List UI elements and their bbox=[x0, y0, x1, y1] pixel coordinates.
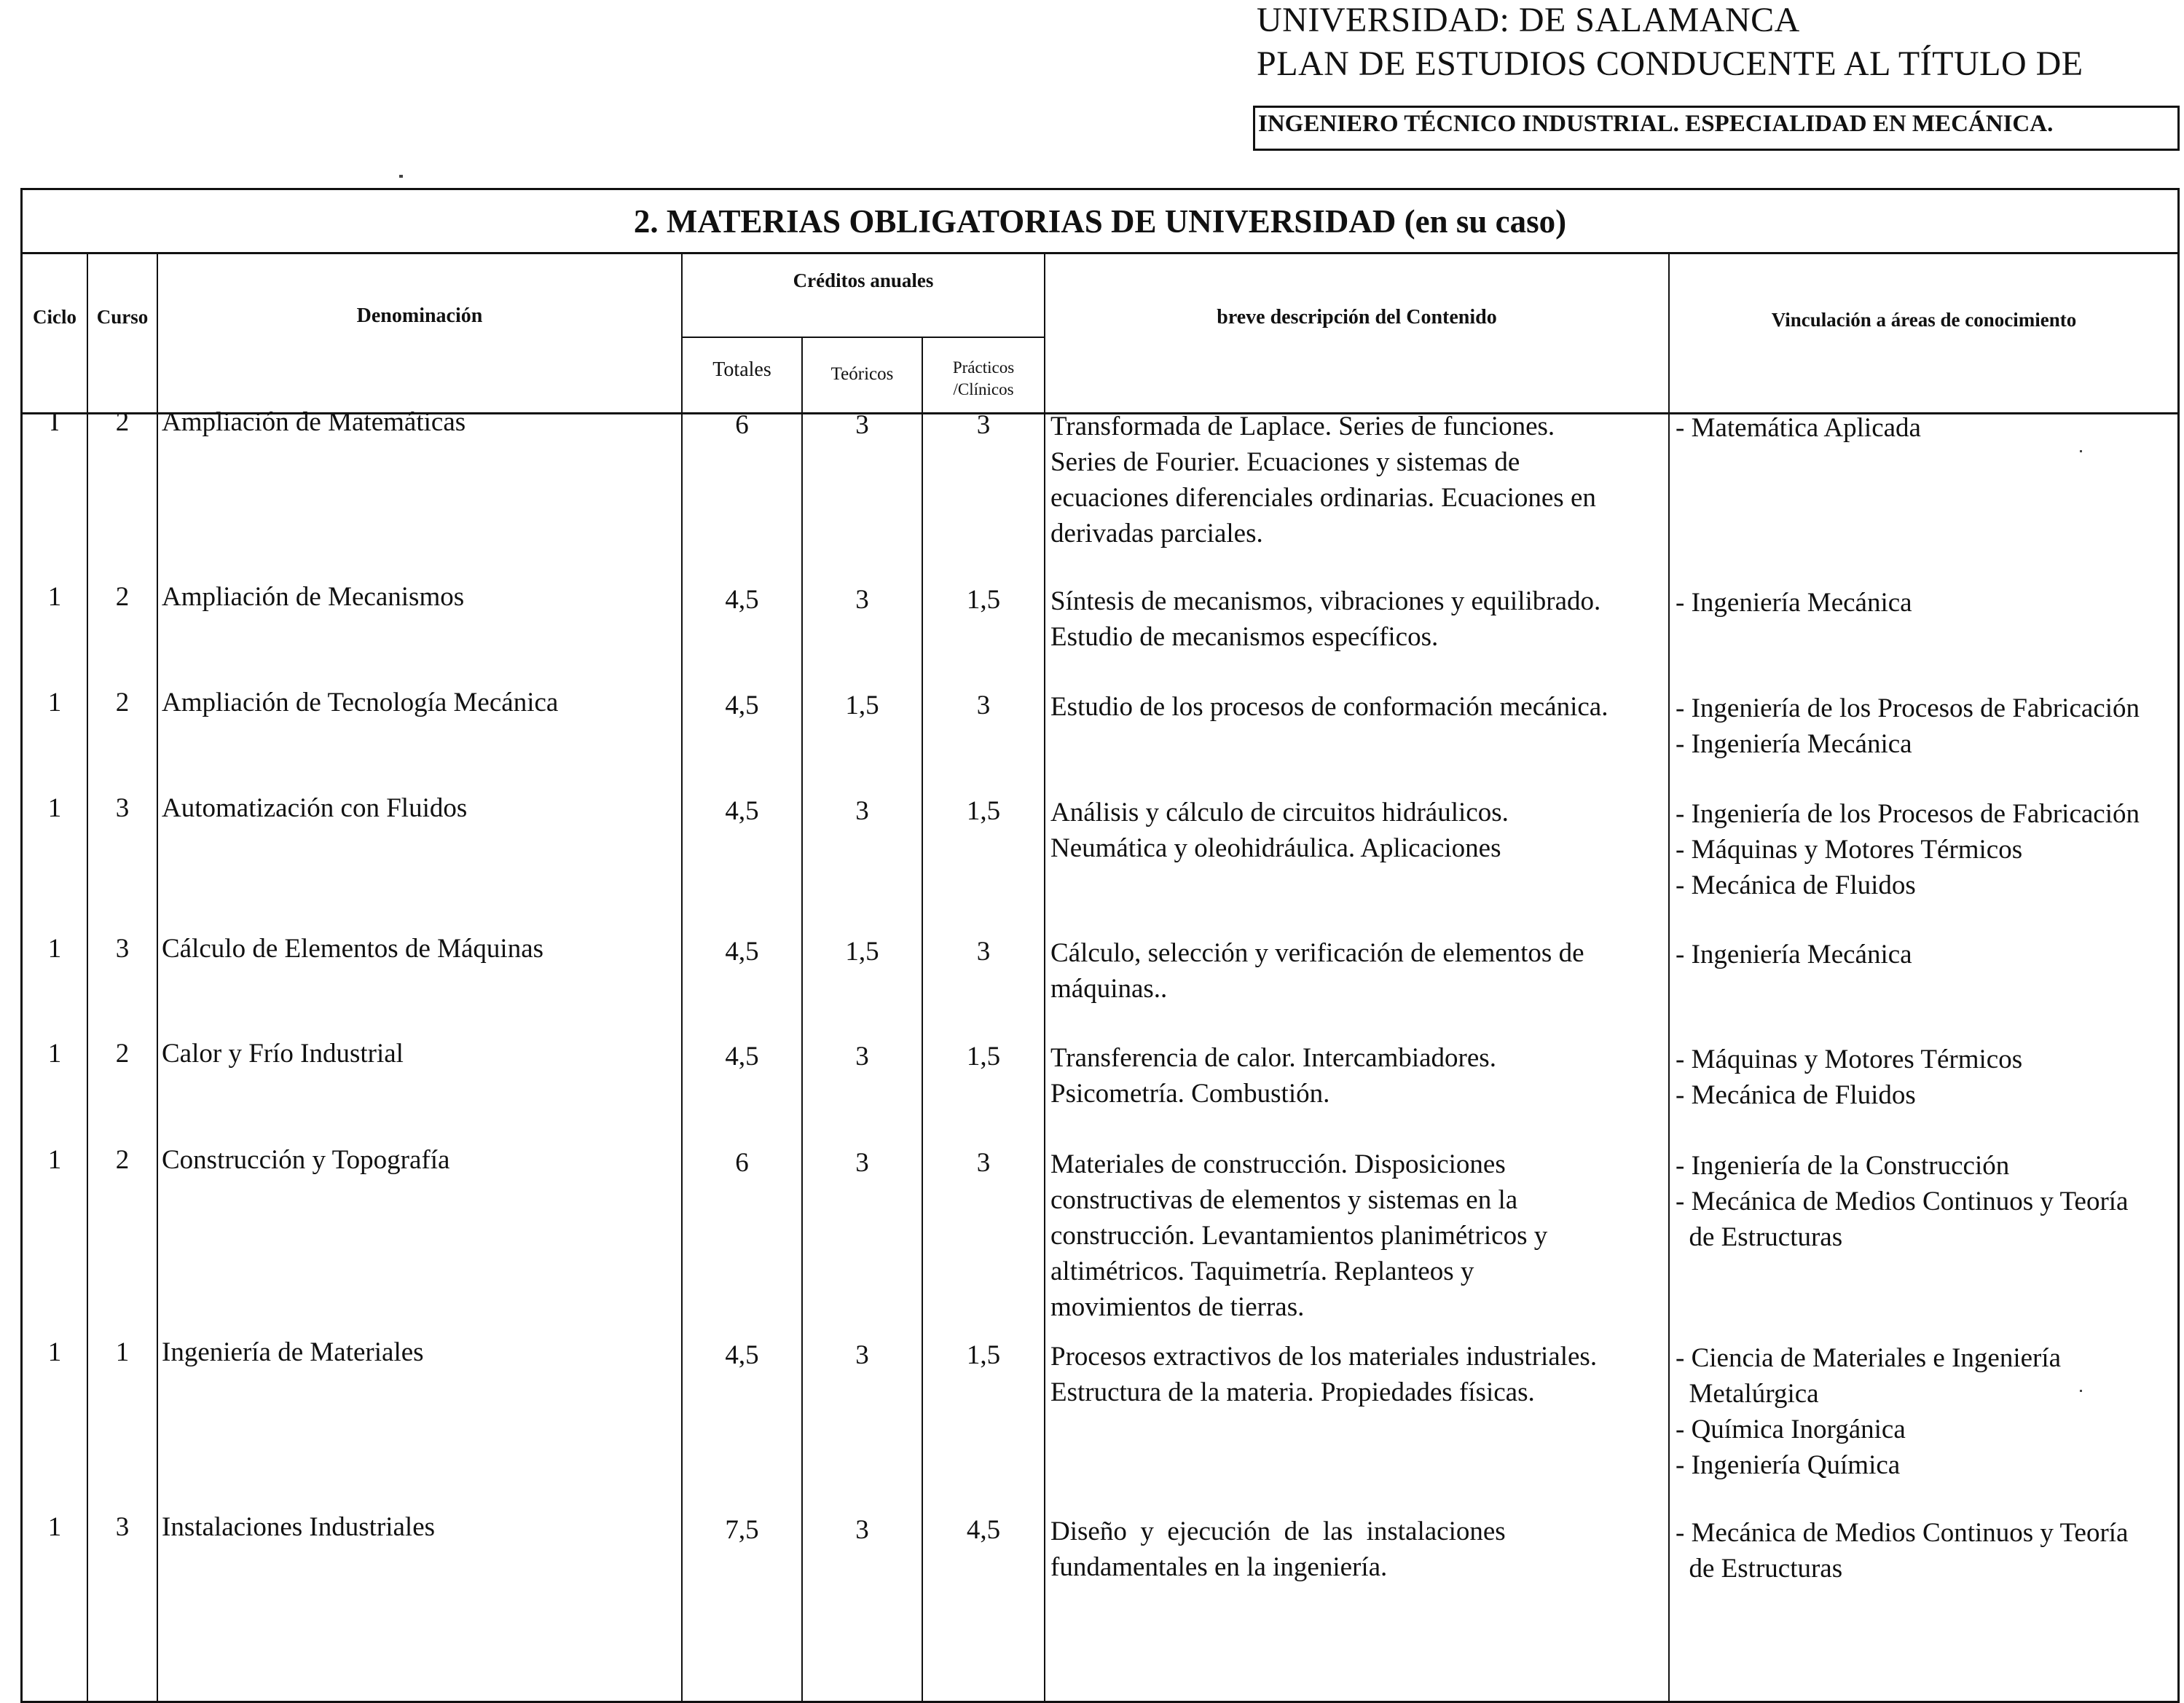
cell-vinculacion bbox=[1676, 1515, 2184, 1586]
cell-ciclo: 1 bbox=[47, 582, 62, 612]
cell-denominacion: Automatización con Fluidos bbox=[162, 793, 468, 823]
cell-descripcion bbox=[1050, 1040, 1655, 1112]
cell-ciclo: 1 bbox=[47, 793, 62, 823]
descripcion-line: Análisis y cálculo de circuitos hidráulicos. bbox=[1050, 798, 1509, 827]
header-practicos bbox=[922, 357, 1045, 401]
area-line: Metalúrgica bbox=[1676, 1379, 1819, 1409]
cell-vinculacion bbox=[1676, 410, 2184, 446]
cell-practicos: 1,5 bbox=[966, 796, 1001, 826]
cell-vinculacion bbox=[1676, 937, 2184, 972]
area-line: - Mecánica de Fluidos bbox=[1676, 870, 1916, 900]
cell-practicos: 3 bbox=[976, 937, 991, 967]
cell-teoricos: 1,5 bbox=[845, 691, 879, 720]
cell-totales: 4,5 bbox=[725, 585, 759, 615]
header-descripcion: breve descripción del Contenido bbox=[1217, 306, 1497, 329]
cell-curso: 3 bbox=[115, 1512, 130, 1542]
area-line: - Ingeniería Mecánica bbox=[1676, 729, 1912, 759]
cell-totales: 6 bbox=[735, 1148, 749, 1178]
cell-practicos: 4,5 bbox=[966, 1515, 1001, 1545]
descripcion-line: altimétricos. Taquimetría. Replanteos y bbox=[1050, 1256, 1474, 1286]
cell-descripcion bbox=[1050, 689, 1655, 725]
area-line: de Estructuras bbox=[1676, 1222, 1843, 1252]
area-line: - Matemática Aplicada bbox=[1676, 413, 1921, 443]
credits-subheader-rule bbox=[681, 337, 1045, 338]
area-line: - Ingeniería Mecánica bbox=[1676, 588, 1912, 618]
cell-ciclo: 1 bbox=[47, 1337, 62, 1367]
header-totales-label: Totales bbox=[712, 358, 771, 381]
cell-descripcion bbox=[1050, 409, 1655, 551]
cell-teoricos: 3 bbox=[855, 1340, 869, 1370]
cell-practicos: 1,5 bbox=[966, 1340, 1001, 1370]
area-line: - Ingeniería de los Procesos de Fabricación bbox=[1676, 693, 2140, 723]
col-divider-descripcion bbox=[1668, 252, 1670, 1703]
area-line: - Máquinas y Motores Térmicos bbox=[1676, 835, 2023, 865]
descripcion-line: construcción. Levantamientos planimétricos y bbox=[1050, 1221, 1548, 1251]
cell-practicos: 1,5 bbox=[966, 1042, 1001, 1071]
descripcion-line: Materiales de construcción. Disposiciones bbox=[1050, 1149, 1506, 1179]
cell-descripcion bbox=[1050, 935, 1655, 1007]
area-line: - Ciencia de Materiales e Ingeniería bbox=[1676, 1343, 2062, 1373]
header-vinculacion: Vinculación a áreas de conocimiento bbox=[1771, 309, 2077, 331]
cell-denominacion: Ampliación de Mecanismos bbox=[162, 582, 465, 612]
cell-curso: 3 bbox=[115, 793, 130, 823]
area-line: - Máquinas y Motores Térmicos bbox=[1676, 1045, 2023, 1074]
cell-practicos: 3 bbox=[976, 1148, 991, 1178]
area-line: de Estructuras bbox=[1676, 1554, 1843, 1584]
cell-descripcion bbox=[1050, 1514, 1655, 1585]
cell-totales: 4,5 bbox=[725, 691, 759, 720]
header-totales bbox=[682, 358, 802, 382]
col-divider-totales bbox=[801, 337, 803, 1703]
degree-title-box: INGENIERO TÉCNICO INDUSTRIAL. ESPECIALIDAD EN MECÁNICA. bbox=[1253, 106, 2180, 151]
cell-denominacion: Construcción y Topografía bbox=[162, 1145, 450, 1175]
cell-practicos: 1,5 bbox=[966, 585, 1001, 615]
descripcion-line: Síntesis de mecanismos, vibraciones y equilibrado. bbox=[1050, 586, 1601, 616]
cell-descripcion bbox=[1050, 1339, 1655, 1410]
cell-descripcion bbox=[1050, 1147, 1655, 1325]
descripcion-line: Diseño y ejecución de las instalaciones bbox=[1050, 1517, 1506, 1546]
cell-curso: 3 bbox=[115, 934, 130, 964]
cell-teoricos: 3 bbox=[855, 1042, 869, 1071]
area-line: - Ingeniería Mecánica bbox=[1676, 940, 1912, 970]
cell-teoricos: 3 bbox=[855, 796, 869, 826]
plan-line: PLAN DE ESTUDIOS CONDUCENTE AL TÍTULO DE bbox=[1257, 44, 2083, 83]
area-line: - Mecánica de Medios Continuos y Teoría bbox=[1676, 1518, 2129, 1548]
cell-denominacion: Ampliación de Matemáticas bbox=[162, 407, 466, 437]
cell-curso: 2 bbox=[115, 407, 130, 437]
cell-teoricos: 3 bbox=[855, 410, 869, 440]
descripcion-line: máquinas.. bbox=[1050, 974, 1168, 1004]
col-divider-denominacion bbox=[681, 252, 683, 1703]
header-practicos-line2: /Clínicos bbox=[953, 380, 1014, 398]
col-divider-teoricos bbox=[922, 337, 923, 1703]
cell-vinculacion bbox=[1676, 796, 2184, 903]
descripcion-line: fundamentales en la ingeniería. bbox=[1050, 1552, 1388, 1582]
descripcion-line: ecuaciones diferenciales ordinarias. Ecuaciones en bbox=[1050, 483, 1596, 513]
scan-speck bbox=[2080, 450, 2082, 452]
header-curso: Curso bbox=[96, 306, 149, 328]
cell-teoricos: 3 bbox=[855, 585, 869, 615]
cell-curso: 2 bbox=[115, 1039, 130, 1069]
scan-speck bbox=[399, 175, 403, 178]
descripcion-line: Procesos extractivos de los materiales industriales. bbox=[1050, 1342, 1598, 1372]
cell-totales: 4,5 bbox=[725, 1042, 759, 1071]
university-line: UNIVERSIDAD: DE SALAMANCA bbox=[1257, 1, 1800, 39]
cell-practicos: 3 bbox=[976, 410, 991, 440]
col-divider-ciclo bbox=[87, 252, 88, 1703]
header-practicos-line1: Prácticos bbox=[952, 358, 1015, 377]
cell-totales: 4,5 bbox=[725, 937, 759, 967]
descripcion-line: Series de Fourier. Ecuaciones y sistemas de bbox=[1050, 447, 1520, 477]
descripcion-line: Estudio de los procesos de conformación mecánica. bbox=[1050, 692, 1608, 722]
descripcion-line: Transferencia de calor. Intercambiadores. bbox=[1050, 1043, 1496, 1073]
cell-descripcion bbox=[1050, 583, 1655, 655]
cell-vinculacion bbox=[1676, 1340, 2184, 1483]
cell-denominacion: Ingeniería de Materiales bbox=[162, 1337, 424, 1367]
descripcion-line: Psicometría. Combustión. bbox=[1050, 1079, 1330, 1109]
cell-practicos: 3 bbox=[976, 691, 991, 720]
cell-curso: 1 bbox=[115, 1337, 130, 1367]
cell-totales: 6 bbox=[735, 410, 749, 440]
scan-speck bbox=[2080, 1390, 2082, 1392]
descripcion-line: Estudio de mecanismos específicos. bbox=[1050, 622, 1439, 652]
cell-ciclo: 1 bbox=[47, 688, 62, 717]
descripcion-line: Estructura de la materia. Propiedades físicas. bbox=[1050, 1377, 1535, 1407]
area-line: - Mecánica de Medios Continuos y Teoría bbox=[1676, 1187, 2129, 1216]
cell-denominacion: Calor y Frío Industrial bbox=[162, 1039, 404, 1069]
cell-curso: 2 bbox=[115, 688, 130, 717]
cell-denominacion: Instalaciones Industriales bbox=[162, 1512, 436, 1542]
descripcion-line: Neumática y oleohidráulica. Aplicaciones bbox=[1050, 833, 1501, 863]
col-divider-curso bbox=[157, 252, 158, 1703]
col-divider-creditos bbox=[1044, 252, 1045, 1703]
cell-teoricos: 1,5 bbox=[845, 937, 879, 967]
cell-ciclo: 1 bbox=[47, 1145, 62, 1175]
area-line: - Ingeniería de los Procesos de Fabricación bbox=[1676, 799, 2140, 829]
cell-vinculacion bbox=[1676, 585, 2184, 621]
cell-ciclo: 1 bbox=[47, 1039, 62, 1069]
cell-ciclo: 1 bbox=[47, 1512, 62, 1542]
cell-totales: 4,5 bbox=[725, 1340, 759, 1370]
cell-descripcion bbox=[1050, 795, 1655, 866]
descripcion-line: derivadas parciales. bbox=[1050, 519, 1263, 548]
header-denominacion: Denominación bbox=[356, 304, 483, 327]
area-line: - Mecánica de Fluidos bbox=[1676, 1080, 1916, 1110]
header-ciclo: Ciclo bbox=[33, 306, 76, 328]
cell-curso: 2 bbox=[115, 1145, 130, 1175]
descripcion-line: Cálculo, selección y verificación de elementos de bbox=[1050, 938, 1584, 968]
header-teoricos-label: Teóricos bbox=[830, 364, 894, 384]
cell-ciclo: 1 bbox=[47, 934, 62, 964]
title-divider bbox=[20, 252, 2180, 254]
descripcion-line: movimientos de tierras. bbox=[1050, 1292, 1305, 1322]
descripcion-line: Transformada de Laplace. Series de funciones. bbox=[1050, 412, 1555, 441]
area-line: - Ingeniería Química bbox=[1676, 1450, 1901, 1480]
cell-teoricos: 3 bbox=[855, 1148, 869, 1178]
cell-totales: 4,5 bbox=[725, 796, 759, 826]
area-line: - Ingeniería de la Construcción bbox=[1676, 1151, 2010, 1181]
cell-vinculacion bbox=[1676, 1148, 2184, 1255]
header-teoricos bbox=[802, 364, 922, 385]
cell-ciclo: I bbox=[50, 407, 60, 437]
cell-curso: 2 bbox=[115, 582, 130, 612]
header-creditos-anuales: Créditos anuales bbox=[793, 270, 934, 291]
descripcion-line: constructivas de elementos y sistemas en la bbox=[1050, 1185, 1518, 1215]
cell-denominacion: Ampliación de Tecnología Mecánica bbox=[162, 688, 559, 717]
cell-vinculacion bbox=[1676, 1042, 2184, 1113]
cell-totales: 7,5 bbox=[725, 1515, 759, 1545]
cell-denominacion: Cálculo de Elementos de Máquinas bbox=[162, 934, 544, 964]
section-title: 2. MATERIAS OBLIGATORIAS DE UNIVERSIDAD (en su caso) bbox=[633, 203, 1567, 240]
cell-vinculacion bbox=[1676, 691, 2184, 762]
cell-teoricos: 3 bbox=[855, 1515, 869, 1545]
area-line: - Química Inorgánica bbox=[1676, 1415, 1906, 1444]
